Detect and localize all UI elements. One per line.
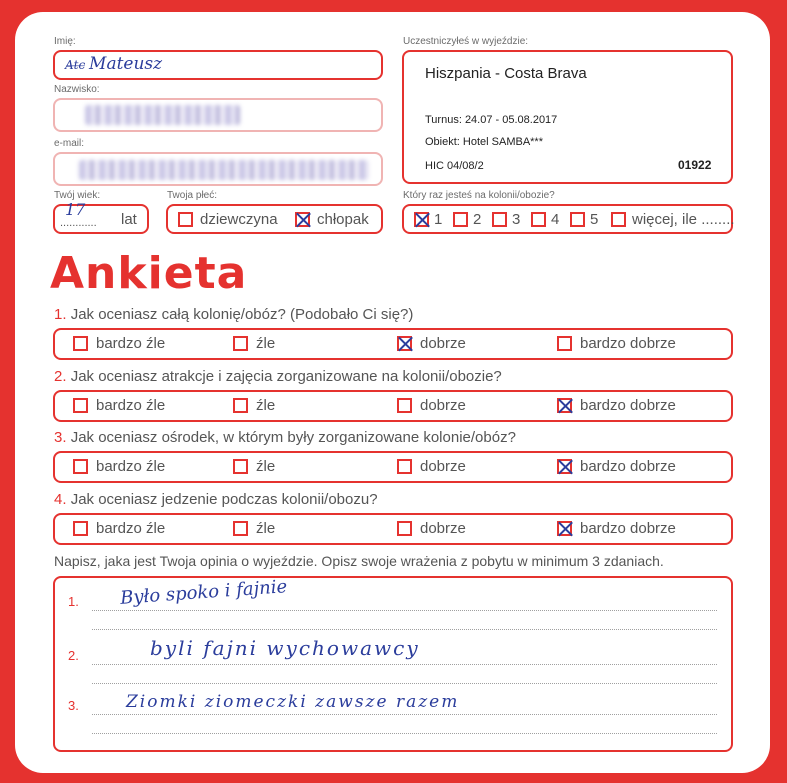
rating-option-label: dobrze	[420, 458, 466, 475]
rating-option-label: bardzo dobrze	[580, 335, 676, 352]
checkbox-times-3[interactable]	[492, 212, 507, 227]
checkbox-q2-option-1[interactable]	[73, 398, 88, 413]
checkbox-q4-option-2[interactable]	[233, 521, 248, 536]
question-label: Jak oceniasz atrakcje i zajęcia zorganizowane na kolonii/obozie?	[70, 368, 502, 385]
checkbox-q4-option-1[interactable]	[73, 521, 88, 536]
checkbox-chlopak[interactable]	[295, 212, 310, 227]
trip-name: Hiszpania - Costa Brava	[425, 65, 587, 82]
checkbox-q3-option-4[interactable]	[557, 459, 572, 474]
checkbox-q4-option-4[interactable]	[557, 521, 572, 536]
answer-line-1	[92, 610, 717, 611]
question-2-options	[53, 390, 733, 422]
rating-option-label: bardzo źle	[96, 458, 166, 475]
question-1-options	[53, 328, 733, 360]
checkbox-dziewczyna[interactable]	[178, 212, 193, 227]
checkbox-times-1[interactable]	[414, 212, 429, 227]
rating-option-label: źle	[256, 397, 276, 414]
question-number: 4.	[54, 491, 67, 508]
rating-option-label: bardzo źle	[96, 397, 166, 414]
times-option-more: więcej, ile ........	[632, 211, 735, 228]
trip-obiekt: Obiekt: Hotel SAMBA***	[425, 136, 543, 148]
line-number-3: 3.	[68, 698, 79, 713]
question-number: 1.	[54, 306, 67, 323]
age-unit: lat	[121, 211, 137, 228]
answer-1-handwriting: Było spoko i fajnie	[119, 576, 288, 609]
rating-option-label: bardzo dobrze	[580, 458, 676, 475]
rating-option-label: źle	[256, 458, 276, 475]
trip-code: HIC 04/08/2	[425, 160, 484, 172]
checkbox-times-more[interactable]	[611, 212, 626, 227]
answer-line-3	[92, 714, 717, 715]
checkbox-q2-option-3[interactable]	[397, 398, 412, 413]
times-option-2: 2	[473, 211, 482, 228]
question-4-options	[53, 513, 733, 545]
gender-option-female: dziewczyna	[200, 211, 278, 228]
rating-option-label: dobrze	[420, 520, 466, 537]
trip-label: Uczestniczyłeś w wyjeździe:	[403, 36, 529, 47]
surname-label: Nazwisko:	[54, 84, 100, 95]
age-field[interactable]	[53, 200, 149, 234]
redacted-email	[79, 160, 369, 180]
question-3-text	[54, 429, 516, 446]
question-1-text	[54, 306, 413, 323]
question-label: Jak oceniasz całą kolonię/obóz? (Podobało Ci się?)	[70, 306, 414, 323]
times-option-5: 5	[590, 211, 599, 228]
checkbox-q1-option-1[interactable]	[73, 336, 88, 351]
name-field[interactable]	[53, 50, 383, 80]
times-label: Który raz jesteś na kolonii/obozie?	[403, 190, 555, 201]
trip-turnus: Turnus: 24.07 - 05.08.2017	[425, 114, 558, 126]
checkbox-q1-option-2[interactable]	[233, 336, 248, 351]
checkbox-q1-option-3[interactable]	[397, 336, 412, 351]
checkbox-q3-option-2[interactable]	[233, 459, 248, 474]
name-label: Imię:	[54, 36, 76, 47]
checkbox-q4-option-3[interactable]	[397, 521, 412, 536]
redacted-surname	[85, 105, 240, 125]
age-dots: ............	[60, 217, 97, 229]
email-label: e-mail:	[54, 138, 85, 149]
times-option-4: 4	[551, 211, 560, 228]
question-label: Jak oceniasz ośrodek, w którym były zorganizowane kolonie/obóz?	[70, 429, 516, 446]
rating-option-label: bardzo dobrze	[580, 520, 676, 537]
answer-2-handwriting: byli fajni wychowawcy	[150, 636, 420, 660]
gender-field	[166, 204, 383, 234]
checkbox-times-4[interactable]	[531, 212, 546, 227]
rating-option-label: bardzo źle	[96, 520, 166, 537]
line-number-1: 1.	[68, 594, 79, 609]
question-4-text	[54, 491, 378, 508]
surname-field[interactable]	[53, 98, 383, 132]
question-number: 2.	[54, 368, 67, 385]
name-handwriting: A̶t̶c̶ Mateusz	[65, 54, 163, 74]
answer-line-3b	[92, 733, 717, 734]
rating-option-label: źle	[256, 335, 276, 352]
rating-option-label: dobrze	[420, 397, 466, 414]
checkbox-q3-option-3[interactable]	[397, 459, 412, 474]
rating-option-label: bardzo dobrze	[580, 397, 676, 414]
gender-option-male: chłopak	[317, 211, 369, 228]
rating-option-label: dobrze	[420, 335, 466, 352]
question-2-text	[54, 368, 502, 385]
times-field	[402, 204, 733, 234]
age-handwriting: 17	[65, 200, 86, 219]
answer-3-handwriting: Ziomki ziomeczki zawsze razem	[126, 692, 460, 712]
opinion-prompt: Napisz, jaka jest Twoja opinia o wyjeździe. Opisz swoje wrażenia z pobytu w minimum 3 zdaniach.	[54, 553, 664, 569]
question-3-options	[53, 451, 733, 483]
checkbox-times-2[interactable]	[453, 212, 468, 227]
times-option-1: 1	[434, 211, 443, 228]
question-label: Jak oceniasz jedzenie podczas kolonii/obozu?	[70, 491, 378, 508]
times-option-3: 3	[512, 211, 521, 228]
checkbox-times-5[interactable]	[570, 212, 585, 227]
trip-number: 01922	[678, 158, 712, 172]
rating-option-label: źle	[256, 520, 276, 537]
survey-title: Ankieta	[50, 248, 248, 299]
trip-info-box	[402, 50, 733, 184]
age-label: Twój wiek:	[54, 190, 101, 201]
answer-line-1b	[92, 629, 717, 630]
gender-label: Twoja płeć:	[167, 190, 218, 201]
question-number: 3.	[54, 429, 67, 446]
checkbox-q1-option-4[interactable]	[557, 336, 572, 351]
checkbox-q3-option-1[interactable]	[73, 459, 88, 474]
email-field[interactable]	[53, 152, 383, 186]
rating-option-label: bardzo źle	[96, 335, 166, 352]
answer-line-2	[92, 664, 717, 665]
answer-line-2b	[92, 683, 717, 684]
line-number-2: 2.	[68, 648, 79, 663]
checkbox-q2-option-2[interactable]	[233, 398, 248, 413]
checkbox-q2-option-4[interactable]	[557, 398, 572, 413]
